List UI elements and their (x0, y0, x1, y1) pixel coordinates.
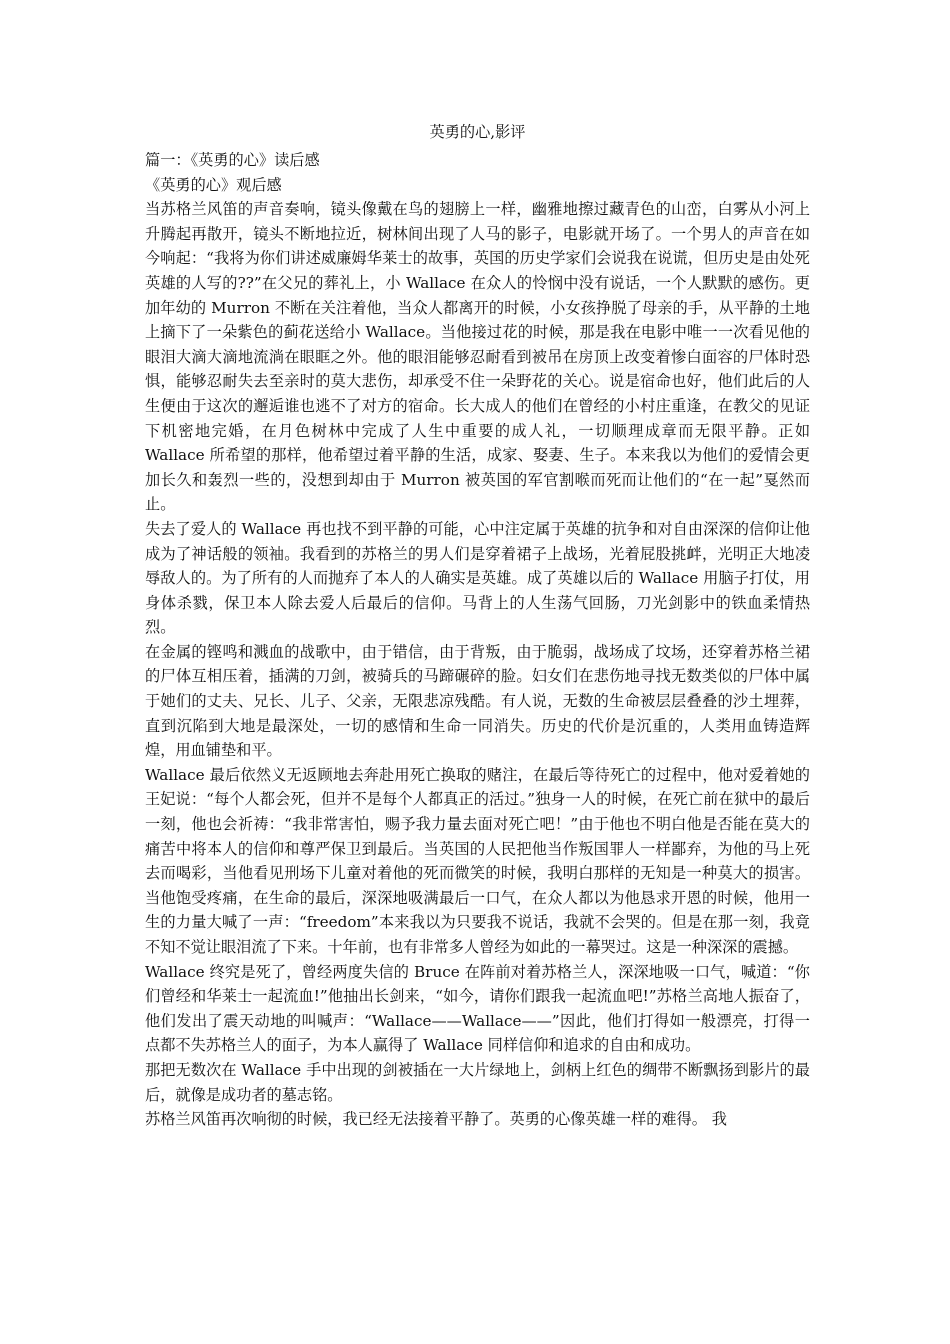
paragraph: 那把无数次在 Wallace 手中出现的剑被插在一大片绿地上，剑柄上红色的绸带不断飘扬到影片的最后，就像是成功者的墓志铭。 (145, 1060, 810, 1104)
paragraph: 当苏格兰风笛的声音奏响，镜头像戴在鸟的翅膀上一样，幽雅地擦过藏青色的山峦，白雾从小河上升腾起再散开，镜头不断地拉近，树林间出现了人马的影子，电影就开场了。一个男人的声音在如今响起：“我将为你们讲述威廉姆华莱士的故事，英国的历史学家们会说我在说谎，但历史是由处死英雄的人写的??”在父兄的葬礼上，小 Wallace 在众人的怜悯中没有说话，一个人默默的感伤。更加年幼的 Murron 不断在关注着他，当众人都离开的时候，小女孩挣脱了母亲的手，从平静的土地上摘下了一朵紫色的蓟花送给小 Wallace。当他接过花的时候，那是我在电影中唯一一次看见他的眼泪大滴大滴地流淌在眼眶之外。他的眼泪能够忍耐看到被吊在房顶上改变着惨白面容的尸体时恐惧，能够忍耐失去至亲时的莫大悲伤，却承受不住一朵野花的关心。说是宿命也好，他们此后的人生便由于这次的邂逅谁也逃不了对方的宿命。长大成人的他们在曾经的小村庄重逢，在教父的见证下机密地完婚，在月色树林中完成了人生中重要的成人礼，一切顺理成章而无限平静。正如 Wallace 所希望的那样，他希望过着平静的生活，成家、娶妻、生子。本来我以为他们的爱情会更加长久和轰烈一些的，没想到却由于 Murron 被英国的军官割喉而死而让他们的“在一起”戛然而止。 (145, 200, 810, 514)
section-subheading: 《英勇的心》观后感 (145, 175, 282, 194)
paragraph: Wallace 终究是死了，曾经两度失信的 Bruce 在阵前对着苏格兰人，深深地吸一口气，喊道：“你们曾经和华莱士一起流血!”他抽出长剑来，“如今，请你们跟我一起流血吧!”苏格兰高地人振奋了，他们发出了震天动地的叫喊声：“Wallace——Wallace——”因此，他们打得如一般漂亮，打得一点都不失苏格兰人的面子，为本人赢得了 Wallace 同样信仰和追求的自由和成功。 (145, 962, 810, 1055)
paragraph: 在金属的铿鸣和溅血的战歌中，由于错信，由于背叛，由于脆弱，战场成了坟场，还穿着苏格兰裙的尸体互相压着，插满的刀剑，被骑兵的马蹄碾碎的脸。妇女们在悲伤地寻找无数类似的尸体中属于她们的丈夫、兄长、儿子、父亲，无限悲凉残酷。有人说，无数的生命被层层叠叠的沙土埋葬，直到沉陷到大地是最深处，一切的感情和生命一同消失。历史的代价是沉重的，人类用血铸造辉煌，用血铺垫和平。 (145, 642, 810, 760)
document-page (145, 120, 810, 1132)
paragraph: 苏格兰风笛再次响彻的时候，我已经无法接着平静了。英勇的心像英雄一样的难得。 我 (145, 1110, 727, 1129)
paragraph: 失去了爱人的 Wallace 再也找不到平静的可能，心中注定属于英雄的抗争和对自由深深的信仰让他成为了神话般的领袖。我看到的苏格兰的男人们是穿着裙子上战场，光着屁股挑衅，光明正大地凌辱敌人的。为了所有的人而抛弃了本人的人确实是英雄。成了英雄以后的 Wallace 用脑子打仗，用身体杀戮，保卫本人除去爱人后最后的信仰。马背上的人生荡气回肠，刀光剑影中的铁血柔情热烈。 (145, 519, 810, 637)
paragraph: Wallace 最后依然义无返顾地去奔赴用死亡换取的赌注，在最后等待死亡的过程中，他对爱着她的王妃说：“每个人都会死，但并不是每个人都真正的活过。”独身一人的时候，在死亡前在狱中的最后一刻，他也会祈祷：“我非常害怕，赐予我力量去面对死亡吧！”由于他也不明白他是否能在莫大的痛苦中将本人的信仰和尊严保卫到最后。当英国的人民把他当作叛国罪人一样鄙弃，为他的马上死去而喝彩，当他看见刑场下儿童对着他的死而微笑的时候，我明白那样的无知是一种莫大的损害。当他饱受疼痛，在生命的最后，深深地吸满最后一口气，在众人都以为他恳求开恩的时候，他用一生的力量大喊了一声：“freedom”本来我以为只要我不说话，我就不会哭的。但是在那一刻，我竟不知不觉让眼泪流了下来。十年前，也有非常多人曾经为如此的一幕哭过。这是一种深深的震撼。 (145, 765, 810, 956)
document-title: 英勇的心,影评 (429, 123, 526, 141)
section-heading: 篇一：《英勇的心》读后感 (145, 151, 320, 169)
